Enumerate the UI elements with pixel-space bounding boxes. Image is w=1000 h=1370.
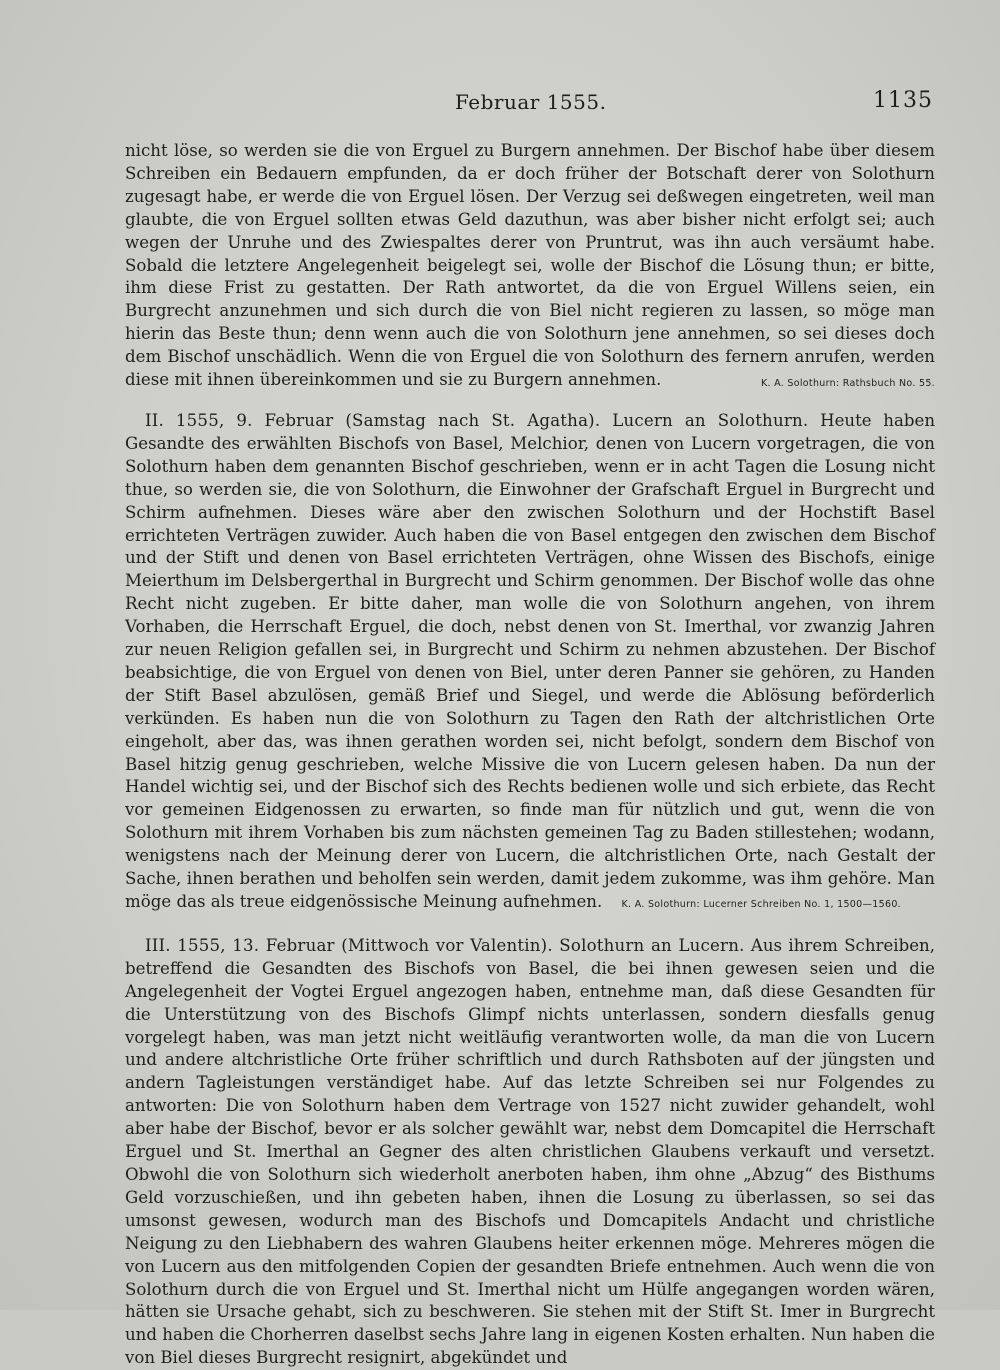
entry-text [125,140,935,392]
page-header [125,88,935,122]
paragraph-text: nicht löse, so werden sie die von Erguel zu Burgern annehmen. Der Bischof habe über diesem Schreiben ein Bedauern empfunden, da er doch früher der Botschaft derer von Solothurn zugesagt habe, er werde die von Erguel lösen. Der Verzug sei deßwegen eingetreten, weil man glaubte, die von Erguel sollten etwas Geld dazuthun, was aber bisher nicht erfolgt sei; auch wegen der Unruhe und des Zwiespaltes derer von Pruntrut, was ihn auch versäumt habe. Sobald die letztere Angelegenheit beigelegt sei, wolle der Bischof die Lösung thun; er bitte, ihm diese Frist zu gestatten. Der Rath antwortet, da die von Erguel Willens seien, ein Burgrecht anzunehmen und sich durch die von Biel nicht regieren zu lassen, so möge man hierin das Beste thun; denn wenn auch die von Solothurn jene annehmen, so sei dieses doch dem Bischof unschädlich. Wenn die von Erguel die von Solothurn des fernern anrufen, werden diese mit ihnen übereinkommen und sie zu Burgern annehmen. [125,141,935,390]
paragraph-text: Heute haben Gesandte des erwählten Bischofs von Basel, Melchior, denen von Lucern vorgetragen, die von Solothurn haben dem genannten Bischof geschrieben, wenn er in acht Tagen die Losung nicht thue, so werden sie, die von Solothurn, die Einwohner der Grafschaft Erguel in Burgrecht und Schirm aufnehmen. Dieses wäre aber den zwischen Solothurn und der Hochstift Basel errichteten Verträgen zuwider. Auch haben die von Basel entgegen den zwischen dem Bischof und der Stift und denen von Basel errichteten Verträgen, ohne Wissen des Bischofs, einige Meierthum im Delsbergerthal in Burgrecht und Schirm genommen. Der Bischof wolle das ohne Recht nicht zugeben. Er bitte daher, man wolle die von Solothurn angehen, von ihrem Vorhaben, die Herrschaft Erguel, die doch, nebst denen von St. Imerthal, vor zwanzig Jahren zur neuen Religion gefallen sei, in Burgrecht und Schirm zu nehmen abzustehen. Der Bischof beabsichtige, die von Erguel von denen von Biel, unter deren Panner sie gehören, zu Handen der Stift Basel abzulösen, gemäß Brief und Siegel, und werde die Ablösung beförderlich verkünden. Es haben nun die von Solothurn zu Tagen den Rath der altchristlichen Orte eingeholt, aber das, was ihnen gerathen worden sei, nicht befolgt, sondern dem Bischof von Basel hitzig genug geschrieben, welche Missive die von Lucern gelesen haben. Da nun der Handel wichtig sei, und der Bischof sich des Rechts bedienen wolle und sich erbiete, das Recht vor gemeinen Eidgenossen zu erwarten, so finde man für nützlich und gut, wenn die von Solothurn mit ihrem Vorhaben bis zum nächsten gemeinen Tag zu Baden stillestehen; wodann, wenigstens nach der Meinung derer von Lucern, die altchristlichen Orte, nach Gestalt der Sache, ihnen berathen und beholfen sein werden, damit jedem zukomme, was ihm gehöre. Man möge das als treue eidgenössische Meinung aufnehmen. [125,410,936,911]
entry-ii [125,410,935,917]
entry-continuation [125,140,935,392]
page-body [125,140,935,1370]
paragraph-text: Aus ihrem Schreiben, betreffend die Gesandten des Bischofs von Basel, die bei ihnen gewesen seien und die Angelegenheit der Vogtei Erguel angezogen haben, entnehme man, daß diese Gesandten für die Unterstützung von des Bischofs Glimpf nichts unterlassen, sondern diesfalls genug vorgelegt haben, was man jetzt nicht weitläufig verantworten wolle, da man die von Lucern und andere altchristliche Orte früher schriftlich und durch Rathsboten auf der jüngsten und andern Tagleistungen verständiget habe. Auf das letzte Schreiben sei nur Folgendes zu antworten: Die von Solothurn haben dem Vertrage von 1527 nicht zuwider gehandelt, wohl aber habe der Bischof, bevor er als solcher gewählt war, nebst dem Domcapitel die Herrschaft Erguel und St. Imerthal an Gegner des alten christlichen Glaubens verkauft und versetzt. Obwohl die von Solothurn sich wiederholt anerboten haben, ihm ohne „Abzug“ des Bisthums Geld vorzuschießen, und ihn gebeten haben, ihnen die Losung zu überlassen, so sei das umsonst gewesen, wodurch man des Bischofs und Domcapitels Andacht und christliche Neigung zu den Liebhabern des wahren Glaubens heiter erkennen möge. Mehreres mögen die von Lucern aus den mitfolgenden Copien der gesandten Briefe entnehmen. Auch wenn die von Solothurn durch die von Erguel und St. Imerthal nicht um Hülfe angegangen worden wären, hätten sie Ursache gehabt, sich zu beschweren. Sie stehen mit der Stift St. Imer in Burgrecht und haben die Chorherren daselbst sechs Jahre lang in eigenen Kosten erhalten. Nun haben die von Biel dieses Burgrecht resignirt, abgekündet und [125,935,936,1368]
running-head: Februar 1555. [455,90,607,114]
entry-text [125,935,935,1370]
entry-heading: III. 1555, 13. Februar (Mittwoch vor Valentin). Solothurn an Lucern. [145,935,745,955]
entry-text [125,410,935,917]
entry-iii [125,935,935,1370]
entry-heading: II. 1555, 9. Februar (Samstag nach St. Agatha). Lucern an Solothurn. [145,410,809,430]
source-citation: K. A. Solothurn: Lucerner Schreiben No. 1, 1500—1560. [621,899,901,910]
page-number: 1135 [873,88,933,113]
source-citation: K. A. Solothurn: Rathsbuch No. 55. [760,378,935,390]
